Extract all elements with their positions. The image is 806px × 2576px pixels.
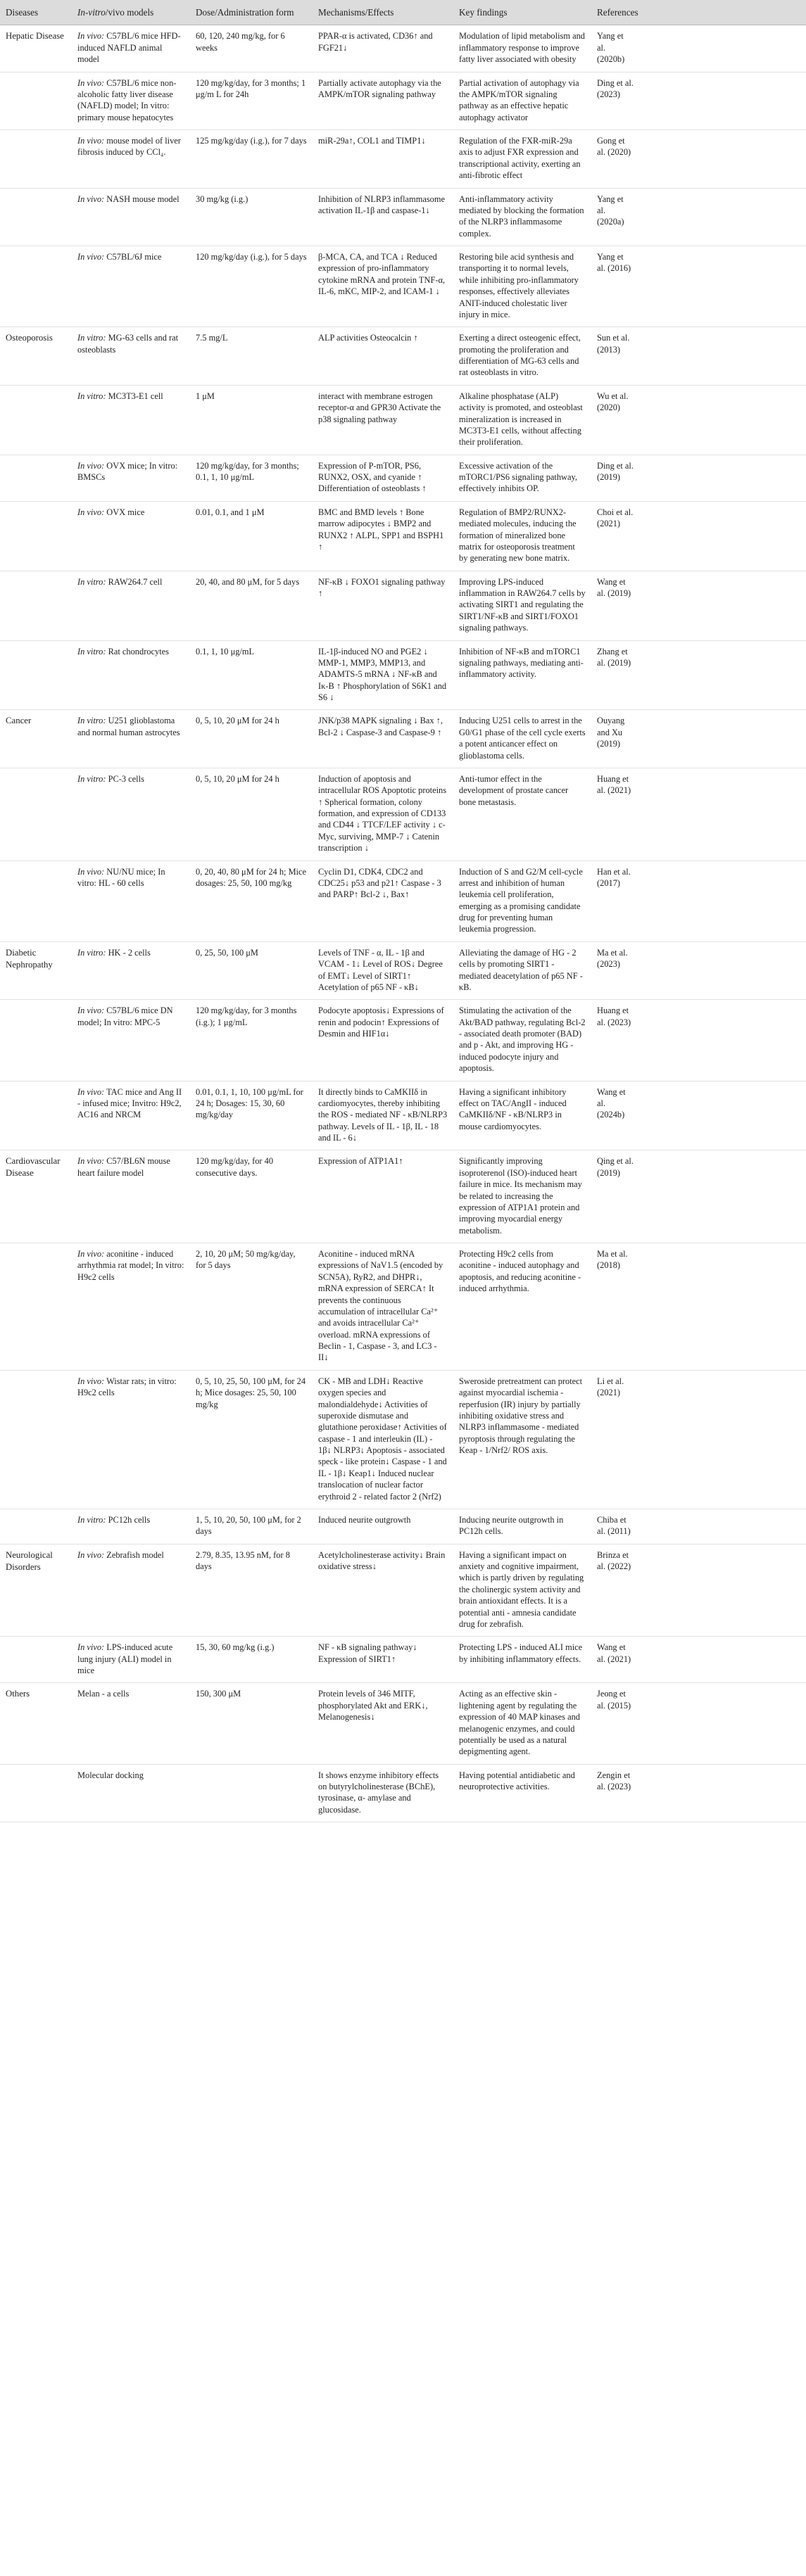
model-cell <box>72 1000 190 1081</box>
mechanism-cell: ALP activities Osteocalcin ↑ <box>313 327 453 386</box>
spacer-cell <box>639 1081 806 1150</box>
model-cell <box>72 1081 190 1150</box>
spacer-cell <box>639 1243 806 1371</box>
dose-cell: 120 mg/kg/day, for 3 months (i.g.); 1 μg/mL <box>190 1000 313 1081</box>
spacer-cell <box>639 501 806 571</box>
dose-cell: 1, 5, 10, 20, 50, 100 μM, for 2 days <box>190 1509 313 1544</box>
model-text: aconitine - induced arrhythmia rat model; In vitro: H9c2 cells <box>77 1249 184 1282</box>
model-cell <box>72 1370 190 1509</box>
table-row <box>0 385 806 455</box>
disease-cell <box>0 72 72 130</box>
model-text: RAW264.7 cell <box>108 576 163 587</box>
model-type-label: In vivo: <box>77 136 105 146</box>
mechanism-cell: miR-29a↑, COL1 and TIMP1↓ <box>313 130 453 189</box>
finding-cell: Regulation of BMP2/RUNX2-mediated molecules, inducing the formation of mineralized bone matrix for osteoporosis treatment by generating new bone matrix. <box>453 501 591 571</box>
spacer-cell <box>639 571 806 640</box>
mechanism-cell: CK - MB and LDH↓ Reactive oxygen species and malondialdehyde↓ Activities of superoxide dismutase and glutathione peroxidase↑ Activities of caspase - 1 and interleukin (IL) - 1β↓ NLRP3↓ Apoptosis - associated speck - like protein↓ Caspase - 1 and IL - 1β↓ Keap1↓ Induced nuclear translocation of nuclear factor erythroid 2 - related factor 2 (Nrf2) <box>313 1370 453 1509</box>
model-type-label: In vitro: <box>77 333 106 343</box>
disease-cell: Hepatic Disease <box>0 25 72 72</box>
reference-cell: Ouyang and Xu (2019) <box>591 710 639 768</box>
reference-cell: Yang et al. (2020b) <box>591 25 639 72</box>
model-type-label: In vitro: <box>77 1514 106 1525</box>
spacer-cell <box>639 1000 806 1081</box>
model-type-label: In vivo: <box>77 252 105 262</box>
table-row <box>0 130 806 189</box>
reference-cell: Brinza et al. (2022) <box>591 1544 639 1637</box>
table-row <box>0 1509 806 1544</box>
table-row <box>0 571 806 640</box>
disease-cell: Others <box>0 1683 72 1764</box>
finding-cell: Inducing U251 cells to arrest in the G0/G1 phase of the cell cycle exerts a potent anticancer effect on glioblastoma cells. <box>453 710 591 768</box>
dose-cell: 0.01, 0.1, 1, 10, 100 μg/mL for 24 h; Dosages: 15, 30, 60 mg/kg/day <box>190 1081 313 1150</box>
spacer-cell <box>639 188 806 246</box>
model-type-label: In vivo: <box>77 507 105 517</box>
model-text: TAC mice and Ang II - infused mice; Invitro: H9c2, AC16 and NRCM <box>77 1086 182 1120</box>
model-cell <box>72 501 190 571</box>
table-row <box>0 710 806 768</box>
spacer-cell <box>639 385 806 455</box>
finding-cell: Alleviating the damage of HG - 2 cells by promoting SIRT1 - mediated deacetylation of p65 NF - κB. <box>453 941 591 1000</box>
finding-cell: Improving LPS-induced inflammation in RAW264.7 cells by activating SIRT1 and regulating the SIRT1/NF-κB and SIRT1/FOXO1 signaling pathways. <box>453 571 591 640</box>
dose-cell: 0, 5, 10, 20 μM for 24 h <box>190 768 313 861</box>
spacer-cell <box>639 640 806 710</box>
model-type-label: In vitro: <box>77 646 106 656</box>
table-body <box>0 25 806 1822</box>
mechanism-cell: JNK/p38 MAPK signaling ↓ Bax ↑, Bcl-2 ↓ Caspase-3 and Caspase-9 ↑ <box>313 710 453 768</box>
model-text: Molecular docking <box>77 1770 144 1780</box>
disease-cell <box>0 1000 72 1081</box>
table-row <box>0 941 806 1000</box>
model-text: NU/NU mice; In vitro: HL - 60 cells <box>77 866 165 888</box>
disease-cell <box>0 188 72 246</box>
mechanism-cell: Protein levels of 346 MITF, phosphorylated Akt and ERK↓, Melanogenesis↓ <box>313 1683 453 1764</box>
disease-cell <box>0 501 72 571</box>
table-row <box>0 640 806 710</box>
reference-cell: Han et al. (2017) <box>591 861 639 941</box>
reference-cell: Ding et al. (2023) <box>591 72 639 130</box>
finding-cell: Having a significant impact on anxiety and cognitive impairment, which is partly driven by regulating the cholinergic system activity and brain antioxidant effects. It is a potential anti - amnesia candidate drug for zebrafish. <box>453 1544 591 1637</box>
mechanism-cell: NF - κB signaling pathway↓ Expression of SIRT1↑ <box>313 1637 453 1683</box>
model-text: mouse model of liver fibrosis induced by CCl₄. <box>77 136 181 158</box>
table-row <box>0 25 806 72</box>
disease-cell: Neurological Disorders <box>0 1544 72 1637</box>
dose-cell: 120 mg/kg/day, for 3 months; 0.1, 1, 10 μg/mL <box>190 455 313 501</box>
dose-cell: 120 mg/kg/day (i.g.), for 5 days <box>190 246 313 327</box>
model-type-label: In vivo: <box>77 1376 105 1386</box>
finding-cell: Protecting LPS - induced ALI mice by inhibiting inflammatory effects. <box>453 1637 591 1683</box>
dose-cell: 15, 30, 60 mg/kg (i.g.) <box>190 1637 313 1683</box>
reference-cell: Wang et al. (2024b) <box>591 1081 639 1150</box>
disease-cell: Cancer <box>0 710 72 768</box>
model-cell <box>72 130 190 189</box>
disease-cell <box>0 130 72 189</box>
mechanism-cell: Induction of apoptosis and intracellular ROS Apoptotic proteins ↑ Spherical formation, colony formation, and expression of CD133 and CD44 ↓ TTCF/LEF activity ↓ c-Myc, surviving, MMP-7 ↓ Catenin transcription ↓ <box>313 768 453 861</box>
mechanism-cell: Expression of P-mTOR, PS6, RUNX2, OSX, and cyanide ↑ Differentiation of osteoblasts ↑ <box>313 455 453 501</box>
finding-cell: Inducing neurite outgrowth in PC12h cells. <box>453 1509 591 1544</box>
reference-cell: Sun et al. (2013) <box>591 327 639 386</box>
model-text: Rat chondrocytes <box>108 646 169 656</box>
spacer-cell <box>639 246 806 327</box>
model-type-label: In vivo: <box>77 1642 105 1653</box>
model-type-label: In vitro: <box>77 391 106 401</box>
reference-cell: Yang et al. (2020a) <box>591 188 639 246</box>
header-spacer <box>639 0 806 25</box>
model-cell <box>72 571 190 640</box>
spacer-cell <box>639 768 806 861</box>
header-references: References <box>591 0 639 25</box>
finding-cell: Excessive activation of the mTORC1/PS6 signaling pathway, effectively inhibits OP. <box>453 455 591 501</box>
table-row <box>0 1243 806 1371</box>
model-cell <box>72 246 190 327</box>
spacer-cell <box>639 130 806 189</box>
reference-cell: Yang et al. (2016) <box>591 246 639 327</box>
reference-cell: Li et al. (2021) <box>591 1370 639 1509</box>
model-cell <box>72 1544 190 1637</box>
table-row <box>0 72 806 130</box>
header-mechanisms: Mechanisms/Effects <box>313 0 453 25</box>
table-row <box>0 1544 806 1637</box>
reference-cell: Choi et al. (2021) <box>591 501 639 571</box>
finding-cell: Having a significant inhibitory effect on TAC/AngII - induced CaMKIIδ/NF - κB/NLRP3 in mouse cardiomyocytes. <box>453 1081 591 1150</box>
finding-cell: Anti-tumor effect in the development of prostate cancer bone metastasis. <box>453 768 591 861</box>
model-text: LPS-induced acute lung injury (ALI) model in mice <box>77 1642 173 1676</box>
mechanism-cell: Acetylcholinesterase activity↓ Brain oxidative stress↓ <box>313 1544 453 1637</box>
dose-cell: 2, 10, 20 μM; 50 mg/kg/day, for 5 days <box>190 1243 313 1371</box>
model-cell <box>72 25 190 72</box>
model-cell <box>72 385 190 455</box>
disease-cell <box>0 571 72 640</box>
table-row <box>0 1637 806 1683</box>
mechanism-cell: It shows enzyme inhibitory effects on butyrylcholinesterase (BChE), tyrosinase, α- amylase and glucosidase. <box>313 1764 453 1822</box>
mechanism-cell: NF-κB ↓ FOXO1 signaling pathway ↑ <box>313 571 453 640</box>
dose-cell: 0, 5, 10, 20 μM for 24 h <box>190 710 313 768</box>
model-text: Melan - a cells <box>77 1689 130 1699</box>
finding-cell: Modulation of lipid metabolism and inflammatory response to improve fatty liver associated with obesity <box>453 25 591 72</box>
finding-cell: Regulation of the FXR-miR-29a axis to adjust FXR expression and transcriptional activity, exerting an anti-fibrotic effect <box>453 130 591 189</box>
model-cell <box>72 455 190 501</box>
spacer-cell <box>639 72 806 130</box>
model-text: C57BL/6J mice <box>106 252 162 262</box>
spacer-cell <box>639 1150 806 1243</box>
disease-cell <box>0 1081 72 1150</box>
reference-cell: Jeong et al. (2015) <box>591 1683 639 1764</box>
table-row <box>0 246 806 327</box>
dose-cell: 125 mg/kg/day (i.g.), for 7 days <box>190 130 313 189</box>
model-type-label: In vitro: <box>77 773 106 784</box>
model-cell <box>72 710 190 768</box>
disease-cell <box>0 1370 72 1509</box>
mechanism-cell: Cyclin D1, CDK4, CDC2 and CDC25↓ p53 and p21↑ Caspase - 3 and PARP↑ Bcl-2 ↓, Bax↑ <box>313 861 453 941</box>
model-type-label: In vivo: <box>77 1086 105 1097</box>
spacer-cell <box>639 1544 806 1637</box>
dose-cell <box>190 1764 313 1822</box>
finding-cell: Restoring bile acid synthesis and transporting it to normal levels, while inhibiting pro-inflammatory responses, effectively alleviates ANIT-induced cholestatic liver injury in mice. <box>453 246 591 327</box>
model-type-label: In vivo: <box>77 77 105 88</box>
model-type-label: In vivo: <box>77 1156 105 1167</box>
reference-cell: Ding et al. (2019) <box>591 455 639 501</box>
finding-cell: Alkaline phosphatase (ALP) activity is promoted, and osteoblast mineralization is increased in MC3T3-E1 cells, without affecting their proliferation. <box>453 385 591 455</box>
spacer-cell <box>639 1509 806 1544</box>
model-cell <box>72 1150 190 1243</box>
mechanism-cell: Inhibition of NLRP3 inflammasome activation IL-1β and caspase-1↓ <box>313 188 453 246</box>
reference-cell: Wu et al. (2020) <box>591 385 639 455</box>
table-row <box>0 1370 806 1509</box>
finding-cell: Anti-inflammatory activity mediated by blocking the formation of the NLRP3 inflammasome complex. <box>453 188 591 246</box>
dose-cell: 150, 300 μM <box>190 1683 313 1764</box>
spacer-cell <box>639 861 806 941</box>
model-type-label: In vitro: <box>77 947 106 958</box>
finding-cell: Having potential antidiabetic and neuroprotective activities. <box>453 1764 591 1822</box>
table-row <box>0 1683 806 1764</box>
header-dose: Dose/Administration form <box>190 0 313 25</box>
dose-cell: 2.79, 8.35, 13.95 nM, for 8 days <box>190 1544 313 1637</box>
finding-cell: Sweroside pretreatment can protect against myocardial ischemia - reperfusion (IR) injury by partially inhibiting oxidative stress and NLRP3 inflammasome - mediated pyroptosis through regulating the Keap - 1/Nrf2/ ROS axis. <box>453 1370 591 1509</box>
reference-cell: Huang et al. (2021) <box>591 768 639 861</box>
mechanism-cell: PPAR-α is activated, CD36↑ and FGF21↓ <box>313 25 453 72</box>
header-models-italic: In-vitro <box>77 7 106 18</box>
disease-cell <box>0 1637 72 1683</box>
header-row <box>0 0 806 25</box>
dose-cell: 0.01, 0.1, and 1 μM <box>190 501 313 571</box>
header-findings: Key findings <box>453 0 591 25</box>
model-text: OVX mice; In vitro: BMSCs <box>77 460 178 483</box>
model-type-label: In vitro: <box>77 576 106 587</box>
table-row <box>0 1000 806 1081</box>
model-cell <box>72 640 190 710</box>
model-cell <box>72 72 190 130</box>
disease-cell <box>0 861 72 941</box>
mechanism-cell: IL-1β-induced NO and PGE2 ↓ MMP-1, MMP3, MMP13, and ADAMTS-5 mRNA ↓ NF-κB and Iκ-B ↑ Phosphorylation of S6K1 and S6 ↓ <box>313 640 453 710</box>
header-diseases: Diseases <box>0 0 72 25</box>
model-type-label: In vivo: <box>77 1005 105 1016</box>
dose-cell: 0, 25, 50, 100 μM <box>190 941 313 1000</box>
mechanism-cell: β-MCA, CA, and TCA ↓ Reduced expression of pro-inflammatory cytokine mRNA and protein TNF-α, IL-6, mKC, MIP-2, and ICAM-1 ↓ <box>313 246 453 327</box>
disease-cell <box>0 1764 72 1822</box>
disease-cell <box>0 768 72 861</box>
reference-cell: Zhang et al. (2019) <box>591 640 639 710</box>
model-cell <box>72 1509 190 1544</box>
header-models <box>72 0 190 25</box>
table-row <box>0 327 806 386</box>
spacer-cell <box>639 1637 806 1683</box>
model-text: Wistar rats; in vitro: H9c2 cells <box>77 1376 177 1398</box>
model-type-label: In vivo: <box>77 866 105 877</box>
reference-cell: Zengin et al. (2023) <box>591 1764 639 1822</box>
model-text: C57/BL6N mouse heart failure model <box>77 1156 170 1178</box>
model-cell <box>72 768 190 861</box>
dose-cell: 1 μM <box>190 385 313 455</box>
mechanism-cell: Aconitine - induced mRNA expressions of NaV1.5 (encoded by SCN5A), RyR2, and DHPR↓, mRNA expression of SERCA↑ It prevents the continuous accumulation of intracellular Ca²⁺ and avoids intracellular Ca²⁺ overload. mRNA expressions of Beclin - 1, Caspase - 3, and LC3 - II↓ <box>313 1243 453 1371</box>
reference-cell: Wang et al. (2019) <box>591 571 639 640</box>
disease-cell <box>0 1243 72 1371</box>
finding-cell: Induction of S and G2/M cell-cycle arrest and inhibition of human leukemia cell proliferation, emerging as a promising candidate drug for preventing human leukemia progression. <box>453 861 591 941</box>
disease-cell <box>0 385 72 455</box>
model-text: C57BL/6 mice DN model; In vitro: MPC-5 <box>77 1005 173 1027</box>
mechanism-cell: Podocyte apoptosis↓ Expressions of renin and podocin↑ Expressions of Desmin and HIF1α↓ <box>313 1000 453 1081</box>
model-text: Zebrafish model <box>106 1549 164 1560</box>
disease-cell <box>0 246 72 327</box>
model-cell <box>72 327 190 386</box>
reference-cell: Qing et al. (2019) <box>591 1150 639 1243</box>
dose-cell: 0, 20, 40, 80 μM for 24 h; Mice dosages: 25, 50, 100 mg/kg <box>190 861 313 941</box>
mechanism-cell: Partially activate autophagy via the AMPK/mTOR signaling pathway <box>313 72 453 130</box>
reference-cell: Chiba et al. (2011) <box>591 1509 639 1544</box>
model-cell <box>72 941 190 1000</box>
header-models-rest: /vivo models <box>105 7 154 18</box>
model-text: C57BL/6 mice HFD-induced NAFLD animal model <box>77 31 181 65</box>
mechanism-cell: Induced neurite outgrowth <box>313 1509 453 1544</box>
reference-cell: Ma et al. (2018) <box>591 1243 639 1371</box>
disease-cell: Cardiovascular Disease <box>0 1150 72 1243</box>
table-row <box>0 768 806 861</box>
model-cell <box>72 1637 190 1683</box>
model-text: U251 glioblastoma and normal human astrocytes <box>77 716 180 737</box>
model-text: PC12h cells <box>108 1514 151 1525</box>
dose-cell: 60, 120, 240 mg/kg, for 6 weeks <box>190 25 313 72</box>
model-text: NASH mouse model <box>106 193 180 204</box>
finding-cell: Exerting a direct osteogenic effect, promoting the proliferation and differentiation of MG-63 cells and rat osteoblasts in vitro. <box>453 327 591 386</box>
dose-cell: 7.5 mg/L <box>190 327 313 386</box>
dose-cell: 30 mg/kg (i.g.) <box>190 188 313 246</box>
finding-cell: Partial activation of autophagy via the AMPK/mTOR signaling pathway as an effective hepatic autophagy activator <box>453 72 591 130</box>
finding-cell: Stimulating the activation of the Akt/BAD pathway, regulating Bcl-2 - associated death promoter (BAD) and p - Akt, and improving HG - induced podocyte injury and apoptosis. <box>453 1000 591 1081</box>
model-type-label: In vivo: <box>77 1549 105 1560</box>
table-row <box>0 188 806 246</box>
model-text: PC-3 cells <box>108 773 144 784</box>
reference-cell: Huang et al. (2023) <box>591 1000 639 1081</box>
spacer-cell <box>639 941 806 1000</box>
table-row <box>0 1764 806 1822</box>
finding-cell: Significantly improving isoproterenol (ISO)-induced heart failure in mice. Its mechanism may be related to increasing the expression of ATP1A1 protein and improving myocardial energy metabolism. <box>453 1150 591 1243</box>
table-row <box>0 501 806 571</box>
model-text: OVX mice <box>106 507 145 517</box>
model-type-label: In vivo: <box>77 193 105 204</box>
spacer-cell <box>639 710 806 768</box>
table-row <box>0 455 806 501</box>
dose-cell: 0.1, 1, 10 μg/mL <box>190 640 313 710</box>
finding-cell: Protecting H9c2 cells from aconitine - induced autophagy and apoptosis, and reducing aconitine - induced arrhythmia. <box>453 1243 591 1371</box>
mechanism-cell: Levels of TNF - α, IL - 1β and VCAM - 1↓ Level of ROS↓ Degree of EMT↓ Level of SIRT1↑ Acetylation of p65 NF - κB↓ <box>313 941 453 1000</box>
dose-cell: 120 mg/kg/day, for 40 consecutive days. <box>190 1150 313 1243</box>
model-text: MG-63 cells and rat osteoblasts <box>77 333 179 355</box>
model-type-label: In vivo: <box>77 1249 105 1260</box>
model-cell <box>72 1683 190 1764</box>
model-text: C57BL/6 mice non-alcoholic fatty liver disease (NAFLD) model; In vitro: primary mouse hepatocytes <box>77 77 177 122</box>
table-header <box>0 0 806 25</box>
spacer-cell <box>639 1764 806 1822</box>
model-cell <box>72 1764 190 1822</box>
reference-cell: Gong et al. (2020) <box>591 130 639 189</box>
disease-cell <box>0 455 72 501</box>
model-cell <box>72 188 190 246</box>
spacer-cell <box>639 1370 806 1509</box>
spacer-cell <box>639 25 806 72</box>
table-row <box>0 1081 806 1150</box>
finding-cell: Inhibition of NF-κB and mTORC1 signaling pathways, mediating anti-inflammatory activity. <box>453 640 591 710</box>
model-type-label: In vitro: <box>77 716 106 726</box>
mechanism-cell: BMC and BMD levels ↑ Bone marrow adipocytes ↓ BMP2 and RUNX2 ↑ ALPL, SPP1 and BSPH1 ↑ <box>313 501 453 571</box>
model-cell <box>72 861 190 941</box>
finding-cell: Acting as an effective skin - lightening agent by regulating the expression of 40 MAP kinases and melanogenic enzymes, and could potentially be used as a natural depigmenting agent. <box>453 1683 591 1764</box>
mechanism-cell: It directly binds to CaMKIIδ in cardiomyocytes, thereby inhibiting the ROS - mediated NF - κB/NLRP3 pathway. Levels of IL - 1β, IL - 18 and IL - 6↓ <box>313 1081 453 1150</box>
reference-cell: Ma et al. (2023) <box>591 941 639 1000</box>
mechanism-cell: Expression of ATP1A1↑ <box>313 1150 453 1243</box>
model-text: HK - 2 cells <box>108 947 151 958</box>
dose-cell: 0, 5, 10, 25, 50, 100 μM, for 24 h; Mice dosages: 25, 50, 100 mg/kg <box>190 1370 313 1509</box>
model-text: MC3T3-E1 cell <box>108 391 163 401</box>
table-row <box>0 861 806 941</box>
dose-cell: 20, 40, and 80 μM, for 5 days <box>190 571 313 640</box>
spacer-cell <box>639 455 806 501</box>
model-type-label: In vivo: <box>77 460 105 471</box>
dose-cell: 120 mg/kg/day, for 3 months; 1 μg/m L for 24h <box>190 72 313 130</box>
model-type-label: In vivo: <box>77 31 105 42</box>
spacer-cell <box>639 327 806 386</box>
spacer-cell <box>639 1683 806 1764</box>
mechanism-cell: interact with membrane estrogen receptor-α and GPR30 Activate the p38 signaling pathway <box>313 385 453 455</box>
table-row <box>0 1150 806 1243</box>
disease-cell <box>0 1509 72 1544</box>
reference-cell: Wang et al. (2021) <box>591 1637 639 1683</box>
disease-cell: Diabetic Nephropathy <box>0 941 72 1000</box>
model-cell <box>72 1243 190 1371</box>
disease-cell <box>0 640 72 710</box>
disease-cell: Osteoporosis <box>0 327 72 386</box>
